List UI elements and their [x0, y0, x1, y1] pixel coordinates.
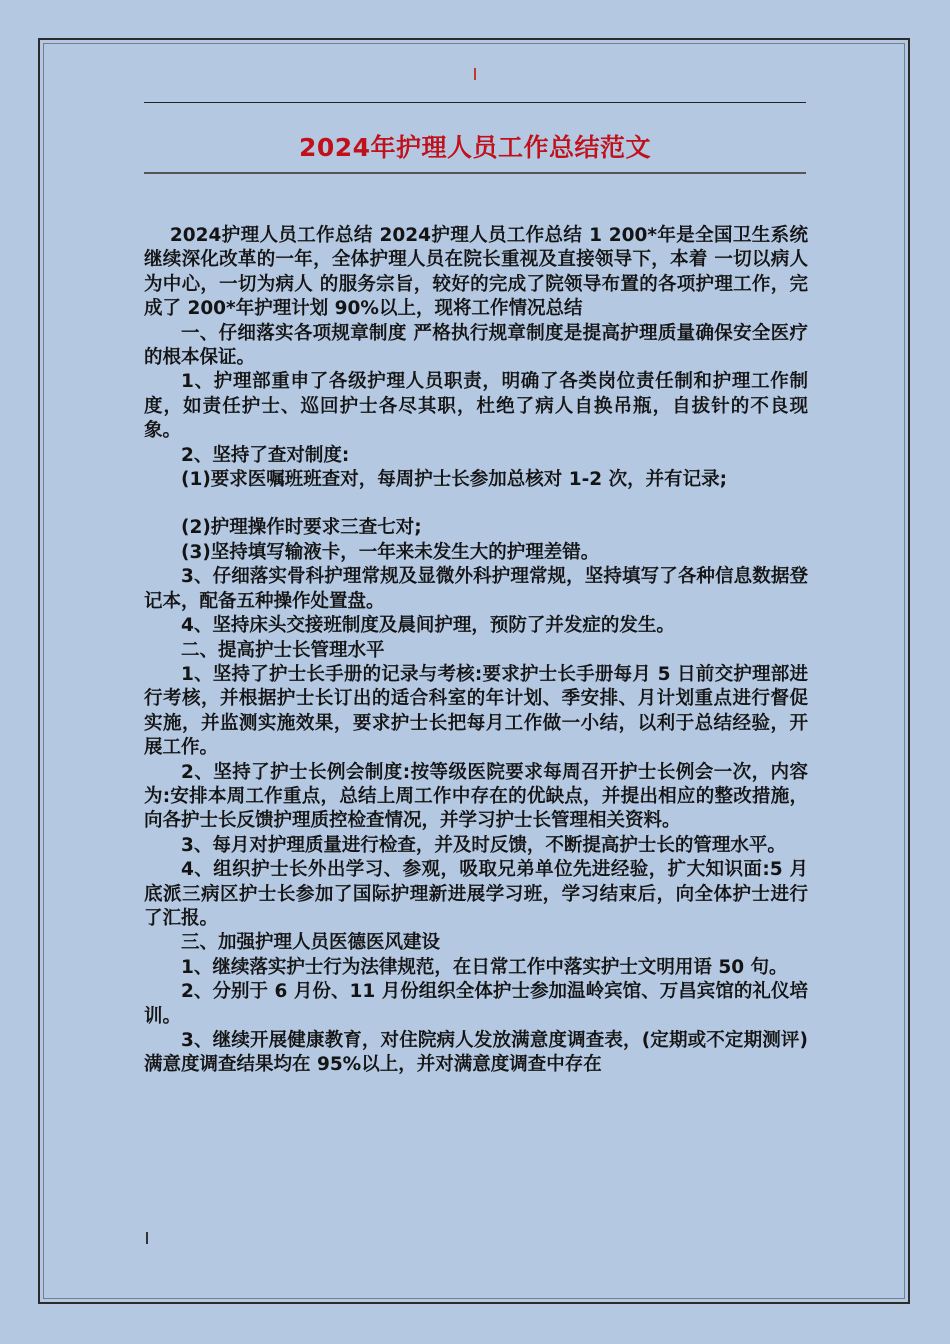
- paragraph: 1、坚持了护士长手册的记录与考核:要求护士长手册每月 5 日前交护理部进行考核，并根据护士长订出的适合科室的年计划、季安排、月计划重点进行督促实施，并监测实施效果，要求护士长把每月工作做一小结，以利于总结经验，开展工作。: [144, 663, 808, 759]
- paragraph: 4、组织护士长外出学习、参观，吸取兄弟单位先进经验，扩大知识面:5 月底派三病区护士长参加了国际护理新进展学习班，学习结束后，向全体护士进行了汇报。: [144, 859, 808, 929]
- paragraph: 2、坚持了护士长例会制度:按等级医院要求每周召开护士长例会一次，内容为:安排本周工作重点，总结上周工作中存在的优缺点，并提出相应的整改措施，向各护士长反馈护理质控检查情况，并学习护士长管理相关资料。: [144, 761, 808, 832]
- paragraph: 1、护理部重申了各级护理人员职责，明确了各类岗位责任制和护理工作制度，如责任护士、巡回护士各尽其职，杜绝了病人自换吊瓶，自拔针的不良现象。: [144, 371, 808, 442]
- document-title: 2024年护理人员工作总结范文: [298, 133, 652, 162]
- paragraph: 3、每月对护理质量进行检查，并及时反馈，不断提高护士长的管理水平。: [181, 834, 786, 856]
- paragraph: 1、继续落实护士行为法律规范，在日常工作中落实护士文明用语 50 句。: [181, 956, 788, 978]
- paragraph: 2、坚持了查对制度:: [181, 444, 350, 466]
- paragraph: (1)要求医嘱班班查对，每周护士长参加总核对 1-2 次，并有记录;: [181, 469, 727, 491]
- paragraph: 3、仔细落实骨科护理常规及显微外科护理常规，坚持填写了各种信息数据登记本，配备五种操作处置盘。: [144, 566, 808, 612]
- paragraph: 4、坚持床头交接班制度及晨间护理，预防了并发症的发生。: [181, 615, 675, 637]
- paragraph: (2)护理操作时要求三查七对;: [181, 517, 422, 539]
- section-heading-3: 三、加强护理人员医德医风建设: [181, 932, 441, 954]
- header-rule: [144, 102, 806, 103]
- spacer: [144, 492, 808, 516]
- paragraph-intro: 2024护理人员工作总结 2024护理人员工作总结 1 200*年是全国卫生系统继续深化改革的一年，全体护理人员在院长重视及直接领导下，本着 一切以病人为中心，一切为病人 的服务宗旨，较好的完成了院领导布置的各项护理工作，完成了 200*年护理计划 90%以上，现将工作情况总结: [144, 225, 808, 320]
- title-underline: [144, 172, 806, 174]
- section-heading-2: 二、提高护士长管理水平: [181, 639, 385, 661]
- footer-marker: [146, 1232, 148, 1244]
- header-marker: [474, 68, 476, 80]
- paragraph: (3)坚持填写输液卡，一年来未发生大的护理差错。: [181, 541, 600, 563]
- section-heading-1: 一、仔细落实各项规章制度 严格执行规章制度是提高护理质量确保安全医疗的根本保证。: [144, 322, 808, 369]
- paragraph: 3、继续开展健康教育，对住院病人发放满意度调查表，(定期或不定期测评)满意度调查结果均在 95%以上，并对满意度调查中存在: [144, 1030, 808, 1076]
- document-body: [144, 224, 808, 1078]
- paragraph: 2、分别于 6 月份、11 月份组织全体护士参加温岭宾馆、万昌宾馆的礼仪培训。: [144, 981, 808, 1027]
